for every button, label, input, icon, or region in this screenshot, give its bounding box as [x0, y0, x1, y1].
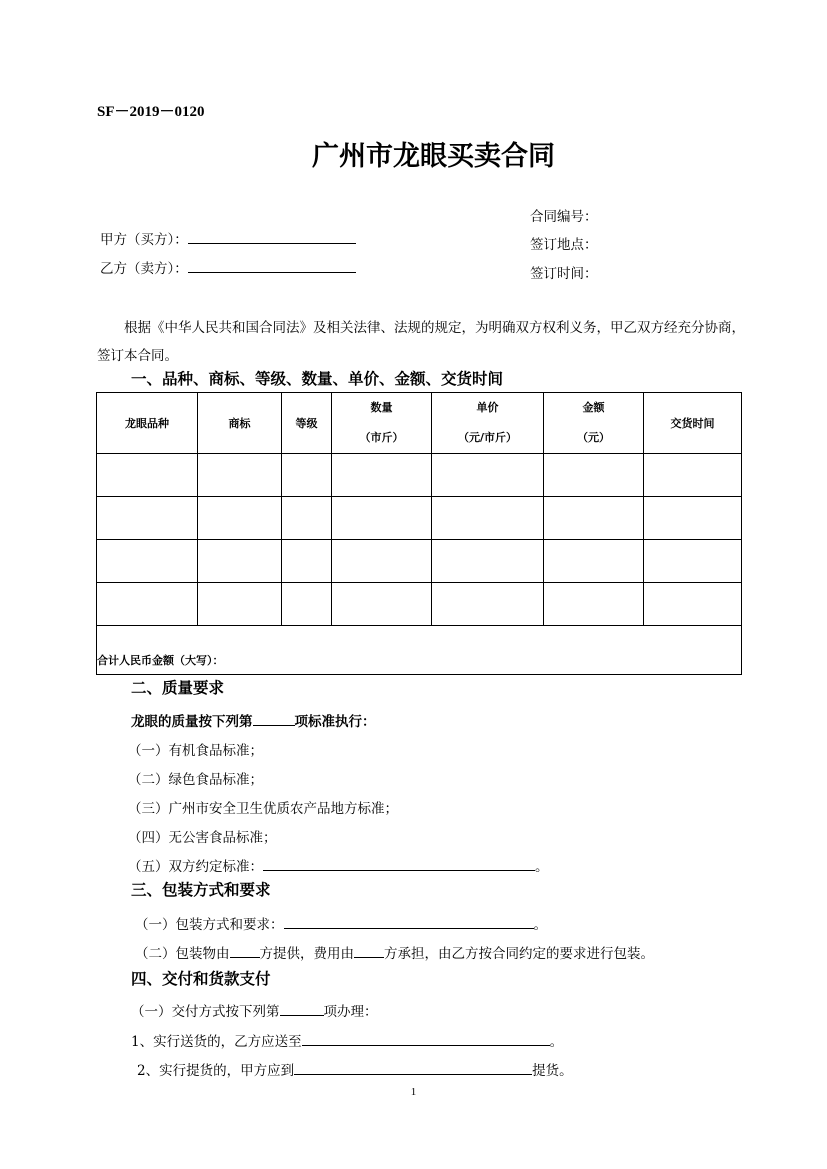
delivery-method-line: （一）交付方式按下列第 项办理：	[131, 1000, 378, 1020]
col-amount: 金额 （元）	[544, 393, 644, 454]
section2-heading: 二、质量要求	[131, 678, 225, 697]
contract-number-label: 合同编号：	[530, 209, 598, 225]
delivery-method-blank[interactable]	[280, 1001, 324, 1016]
list-item: （三）广州市安全卫生优质农产品地方标准；	[128, 801, 398, 817]
section4-heading: 四、交付和货款支付	[131, 969, 271, 988]
section3-heading: 三、包装方式和要求	[131, 880, 271, 899]
table-row	[97, 454, 742, 497]
col-grade: 等级	[282, 393, 332, 454]
buyer-field	[100, 228, 356, 248]
col-quantity: 数量 （市斤）	[332, 393, 432, 454]
standard-number-blank[interactable]	[253, 711, 295, 726]
col-delivery-time: 交货时间	[644, 393, 742, 454]
packaging-cost-blank[interactable]	[354, 943, 384, 958]
packaging-method-line: （一）包装方式和要求： 。	[135, 913, 547, 933]
table-total-row	[97, 626, 742, 675]
pickup-line: 2、实行提货的，甲方应到 提货。	[137, 1059, 573, 1079]
packaging-provider-blank[interactable]	[230, 943, 260, 958]
pickup-location-blank[interactable]	[294, 1060, 532, 1075]
quality-standard-line: 龙眼的质量按下列第 项标准执行：	[131, 710, 376, 730]
buyer-blank[interactable]	[188, 229, 356, 244]
send-delivery-line: 1、实行送货的，乙方应送至 。	[131, 1030, 563, 1050]
table-row	[97, 583, 742, 626]
col-variety: 龙眼品种	[97, 393, 198, 454]
section1-heading: 一、品种、商标、等级、数量、单价、金额、交货时间	[131, 369, 504, 388]
table-row	[97, 540, 742, 583]
table-header-row	[97, 393, 742, 454]
buyer-label: 甲方（买方）：	[100, 232, 188, 248]
seller-label: 乙方（卖方）：	[100, 261, 188, 277]
send-destination-blank[interactable]	[302, 1031, 550, 1046]
page-title: 广州市龙眼买卖合同	[312, 141, 555, 172]
list-item: （一）有机食品标准；	[128, 743, 263, 759]
col-brand: 商标	[198, 393, 282, 454]
signing-place-label: 签订地点：	[530, 237, 598, 253]
packaging-method-blank[interactable]	[284, 914, 534, 929]
col-unit-price: 单价 （元/市斤）	[432, 393, 544, 454]
list-item: （二）绿色食品标准；	[128, 772, 263, 788]
list-item: （四）无公害食品标准；	[128, 830, 277, 846]
document-code: SF－2019－0120	[97, 104, 205, 120]
intro-paragraph: 根据《中华人民共和国合同法》及相关法律、法规的规定，为明确双方权利义务，甲乙双方经充分协商，签订本合同。	[97, 320, 745, 364]
agreed-standard-blank[interactable]	[263, 856, 535, 871]
goods-table	[96, 392, 742, 675]
seller-field	[100, 257, 356, 277]
signing-time-label: 签订时间：	[530, 266, 598, 282]
agreed-standard-line: （五）双方约定标准： 。	[128, 855, 549, 875]
packaging-material-line: （二）包装物由 方提供，费用由 方承担，由乙方按合同约定的要求进行包装。	[135, 942, 654, 962]
total-amount-cell[interactable]: 合计人民币金额（大写）：	[97, 626, 742, 675]
seller-blank[interactable]	[188, 258, 356, 273]
table-row	[97, 497, 742, 540]
page-number: 1	[410, 1086, 417, 1098]
